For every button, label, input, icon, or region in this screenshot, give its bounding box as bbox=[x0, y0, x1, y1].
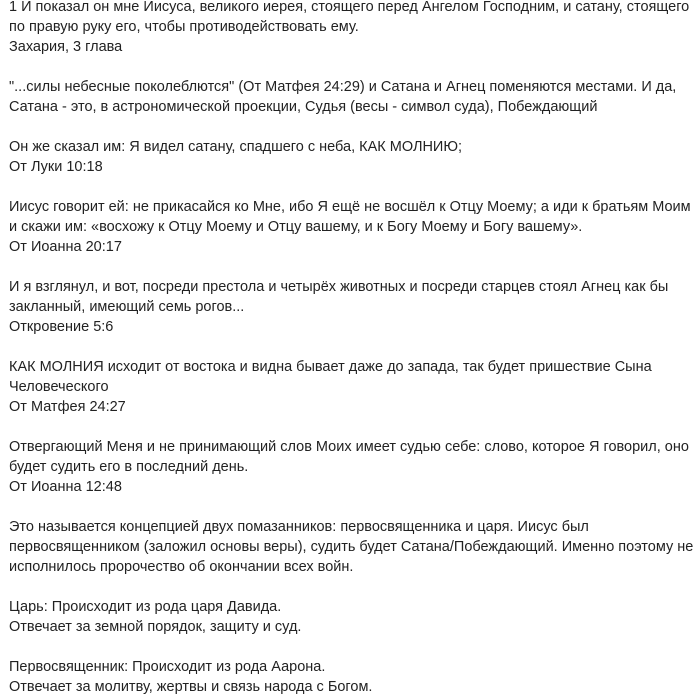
paragraph-revelation-quote bbox=[9, 277, 692, 337]
text-line: будет судить его в последний день. bbox=[9, 459, 249, 475]
paragraph-matthew-24-27-quote bbox=[9, 357, 692, 417]
paragraph-john-20-quote bbox=[9, 197, 692, 257]
citation-line: От Матфея 24:27 bbox=[9, 399, 126, 415]
text-line: Отвергающий Меня и не принимающий слов Моих имеет судью себе: слово, которое Я говорил, оно bbox=[9, 439, 689, 455]
citation-line: От Иоанна 12:48 bbox=[9, 479, 122, 495]
paragraph-high-priest bbox=[9, 657, 692, 697]
text-line: Отвечает за земной порядок, защиту и суд. bbox=[9, 619, 302, 635]
text-line: первосвященником (заложил основы веры), судить будет Сатана/Побеждающий. Именно поэтому не bbox=[9, 539, 694, 555]
text-line: Сатана - это, в астрономической проекции, Судья (весы - символ суда), Побеждающий bbox=[9, 99, 598, 115]
text-line: КАК МОЛНИЯ исходит от востока и видна бывает даже до запада, так будет пришествие Сына bbox=[9, 359, 652, 375]
text-line: и скажи им: «восхожу к Отцу Моему и Отцу вашему, и к Богу Моему и Богу вашему». bbox=[9, 219, 583, 235]
text-line: И я взглянул, и вот, посреди престола и четырёх животных и посреди старцев стоял Агнец как бы bbox=[9, 279, 669, 295]
text-line: Человеческого bbox=[9, 379, 109, 395]
text-line: Он же сказал им: Я видел сатану, спадшего с неба, КАК МОЛНИЮ; bbox=[9, 139, 463, 155]
paragraph-heavens-shaken bbox=[9, 77, 692, 117]
text-line: Первосвященник: Происходит из рода Аарона. bbox=[9, 659, 326, 675]
text-line: закланный, имеющий семь рогов... bbox=[9, 299, 245, 315]
citation-line: От Иоанна 20:17 bbox=[9, 239, 122, 255]
text-line: Отвечает за молитву, жертвы и связь народа с Богом. bbox=[9, 679, 373, 695]
text-line: исполнилось пророчество об окончании всех войн. bbox=[9, 559, 354, 575]
citation-line: Откровение 5:6 bbox=[9, 319, 114, 335]
text-line: "...силы небесные поколеблются" (От Матфея 24:29) и Сатана и Агнец поменяются местами. И да, bbox=[9, 79, 677, 95]
text-line: 1 И показал он мне Иисуса, великого иерея, стоящего перед Ангелом Господним, и сатану, стоящего bbox=[9, 0, 690, 15]
text-line: Иисус говорит ей: не прикасайся ко Мне, ибо Я ещё не восшёл к Отцу Моему; а иди к братьям Моим bbox=[9, 199, 691, 215]
paragraph-john-12-quote bbox=[9, 437, 692, 497]
paragraph-king bbox=[9, 597, 692, 637]
text-line: по правую руку его, чтобы противодействовать ему. bbox=[9, 19, 359, 35]
paragraph-luke-quote bbox=[9, 137, 692, 177]
citation-line: Захария, 3 глава bbox=[9, 39, 123, 55]
citation-line: От Луки 10:18 bbox=[9, 159, 103, 175]
paragraph-two-anointed-concept bbox=[9, 517, 692, 577]
text-line: Это называется концепцией двух помазанников: первосвященника и царя. Иисус был bbox=[9, 519, 589, 535]
text-line: Царь: Происходит из рода царя Давида. bbox=[9, 599, 282, 615]
paragraph-zechariah-quote bbox=[9, 0, 692, 57]
